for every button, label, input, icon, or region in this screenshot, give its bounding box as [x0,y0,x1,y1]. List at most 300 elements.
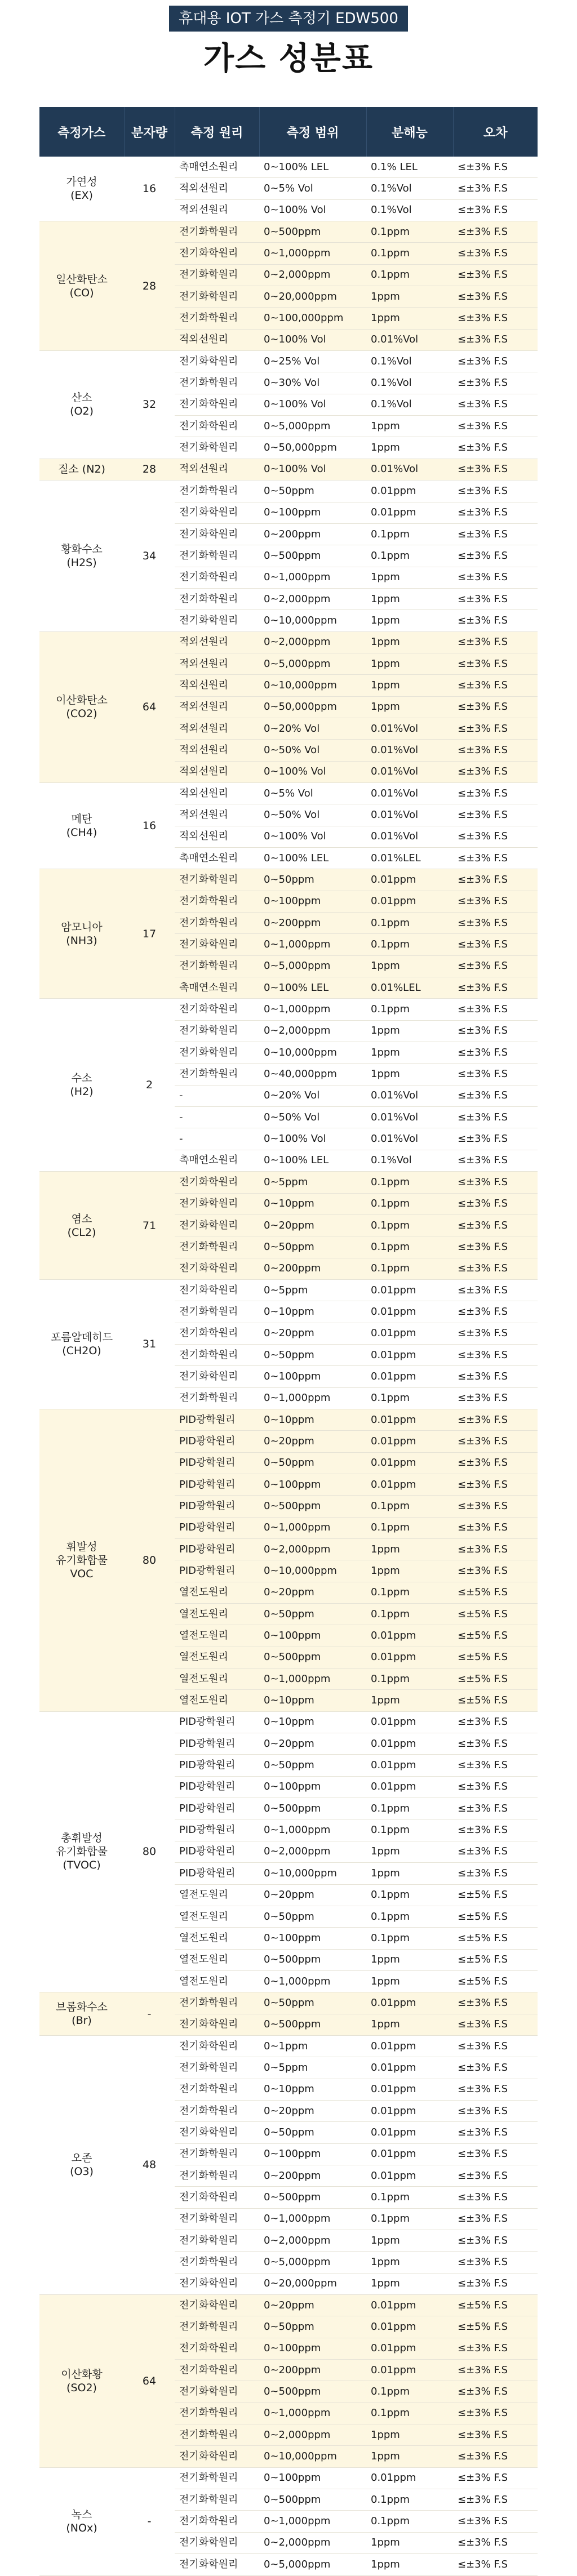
error-cell: ≤±3% F.S [453,1539,538,1560]
resolution-cell: 1ppm [366,675,453,696]
principle-cell: 열전도원리 [175,1906,259,1927]
resolution-cell: 0.1ppm [366,1517,453,1538]
error-cell: ≤±5% F.S [453,1928,538,1949]
product-badge: 휴대용 IOT 가스 측정기 EDW500 [169,6,408,32]
resolution-cell: 0.01ppm [366,2165,453,2186]
resolution-cell: 1ppm [366,1949,453,1970]
gas-group [39,1409,538,1711]
error-cell: ≤±3% F.S [453,308,538,329]
gas-group [39,2295,538,2468]
error-cell: ≤±3% F.S [453,1452,538,1474]
error-cell: ≤±5% F.S [453,1949,538,1970]
error-cell: ≤±3% F.S [453,1517,538,1538]
page-title: 가스 성분표 [203,41,374,77]
table-row [39,2295,538,2316]
molecular-weight-cell: 48 [124,2035,175,2294]
range-cell: 0~5,000ppm [259,416,366,437]
gas-spec-table [39,107,538,2576]
resolution-cell: 0.01ppm [366,1344,453,1365]
resolution-cell: 0.1ppm [366,913,453,934]
range-cell: 0~100% LEL [259,1150,366,1171]
error-cell: ≤±3% F.S [453,1323,538,1344]
resolution-cell: 0.1ppm [366,1214,453,1236]
principle-cell: 열전도원리 [175,1582,259,1603]
resolution-cell: 1ppm [366,631,453,653]
resolution-cell: 0.01ppm [366,2338,453,2359]
table-row [39,2467,538,2489]
principle-cell: 전기화학원리 [175,1020,259,1042]
principle-cell: 열전도원리 [175,1604,259,1625]
resolution-cell: 1ppm [366,1560,453,1582]
error-cell: ≤±3% F.S [453,2554,538,2575]
principle-cell: 전기화학원리 [175,2403,259,2424]
table-row [39,631,538,653]
principle-cell: 촉매연소원리 [175,1150,259,1171]
resolution-cell: 0.1ppm [366,1884,453,1906]
error-cell: ≤±5% F.S [453,1690,538,1711]
principle-cell: 전기화학원리 [175,308,259,329]
error-cell: ≤±3% F.S [453,696,538,718]
range-cell: 0~100% LEL [259,848,366,869]
range-cell: 0~500ppm [259,2187,366,2208]
resolution-cell: 0.01ppm [366,1711,453,1733]
error-cell: ≤±3% F.S [453,1193,538,1214]
principle-cell: PID광학원리 [175,1517,259,1538]
resolution-cell: 0.1% LEL [366,157,453,178]
range-cell: 0~1,000ppm [259,1669,366,1690]
principle-cell: PID광학원리 [175,1755,259,1776]
molecular-weight-cell: 80 [124,1711,175,1992]
resolution-cell: 0.01%Vol [366,782,453,804]
resolution-cell: 0.01%Vol [366,740,453,761]
principle-cell: 전기화학원리 [175,2360,259,2381]
range-cell: 0~50ppm [259,869,366,891]
range-cell: 0~100,000ppm [259,308,366,329]
range-cell: 0~50,000ppm [259,437,366,459]
resolution-cell: 0.1%Vol [366,394,453,415]
range-cell: 0~20ppm [259,1884,366,1906]
resolution-cell: 0.01ppm [366,1733,453,1755]
table-header-row [39,107,538,157]
resolution-cell: 0.01%Vol [366,804,453,826]
principle-cell: 적외선원리 [175,740,259,761]
gas-group [39,1992,538,2036]
range-cell: 0~100ppm [259,2338,366,2359]
error-cell: ≤±3% F.S [453,1711,538,1733]
principle-cell: 전기화학원리 [175,416,259,437]
header-molecular-weight: 분자량 [124,107,175,157]
error-cell: ≤±3% F.S [453,1301,538,1323]
principle-cell: PID광학원리 [175,1431,259,1452]
resolution-cell: 1ppm [366,610,453,631]
error-cell: ≤±3% F.S [453,913,538,934]
range-cell: 0~10,000ppm [259,2446,366,2467]
range-cell: 0~1,000ppm [259,999,366,1020]
resolution-cell: 0.1ppm [366,523,453,545]
resolution-cell: 0.1%Vol [366,1150,453,1171]
range-cell: 0~20ppm [259,2295,366,2316]
range-cell: 0~10,000ppm [259,1560,366,1582]
header-principle: 측정 원리 [175,107,259,157]
range-cell: 0~1,000ppm [259,567,366,588]
principle-cell: 전기화학원리 [175,2165,259,2186]
resolution-cell: 0.1ppm [366,545,453,567]
principle-cell: PID광학원리 [175,1798,259,1819]
principle-cell: 전기화학원리 [175,545,259,567]
gas-group [39,782,538,869]
principle-cell: PID광학원리 [175,1474,259,1495]
gas-group [39,2467,538,2575]
table-row [39,782,538,804]
error-cell: ≤±5% F.S [453,2295,538,2316]
principle-cell: PID광학원리 [175,1539,259,1560]
range-cell: 0~20% Vol [259,1085,366,1106]
error-cell: ≤±3% F.S [453,2035,538,2057]
gas-name-cell: 질소 (N2) [39,459,124,480]
error-cell: ≤±3% F.S [453,2273,538,2294]
error-cell: ≤±3% F.S [453,1279,538,1301]
error-cell: ≤±3% F.S [453,2467,538,2489]
principle-cell: 전기화학원리 [175,1323,259,1344]
error-cell: ≤±3% F.S [453,740,538,761]
range-cell: 0~10ppm [259,2079,366,2100]
resolution-cell: 1ppm [366,1970,453,1992]
resolution-cell: 0.1ppm [366,1193,453,1214]
principle-cell: 적외선원리 [175,696,259,718]
range-cell: 0~10ppm [259,1690,366,1711]
resolution-cell: 0.01ppm [366,502,453,523]
error-cell: ≤±3% F.S [453,1085,538,1106]
range-cell: 0~1ppm [259,2035,366,2057]
error-cell: ≤±3% F.S [453,1409,538,1430]
molecular-weight-cell: 71 [124,1172,175,1280]
resolution-cell: 1ppm [366,588,453,609]
error-cell: ≤±5% F.S [453,1604,538,1625]
resolution-cell: 0.1ppm [366,1258,453,1279]
principle-cell: 적외선원리 [175,178,259,199]
gas-name-cell: 총휘발성 유기화합물 (TVOC) [39,1711,124,1992]
error-cell: ≤±5% F.S [453,1906,538,1927]
range-cell: 0~25% Vol [259,351,366,372]
principle-cell: PID광학원리 [175,1841,259,1862]
resolution-cell: 0.01ppm [366,2360,453,2381]
principle-cell: 적외선원리 [175,782,259,804]
error-cell: ≤±3% F.S [453,2338,538,2359]
range-cell: 0~2,000ppm [259,2230,366,2252]
principle-cell: 전기화학원리 [175,1992,259,2014]
error-cell: ≤±5% F.S [453,1970,538,1992]
principle-cell: PID광학원리 [175,1863,259,1884]
resolution-cell: 1ppm [366,2014,453,2035]
resolution-cell: 0.01ppm [366,1301,453,1323]
error-cell: ≤±3% F.S [453,243,538,264]
principle-cell: 전기화학원리 [175,2424,259,2446]
resolution-cell: 1ppm [366,567,453,588]
principle-cell: 전기화학원리 [175,1366,259,1387]
molecular-weight-cell: 28 [124,459,175,480]
range-cell: 0~500ppm [259,2014,366,2035]
error-cell: ≤±3% F.S [453,199,538,221]
resolution-cell: 1ppm [366,1064,453,1085]
error-cell: ≤±3% F.S [453,631,538,653]
range-cell: 0~2,000ppm [259,1841,366,1862]
principle-cell: PID광학원리 [175,1452,259,1474]
table-row [39,869,538,891]
error-cell: ≤±3% F.S [453,2360,538,2381]
principle-cell: PID광학원리 [175,1560,259,1582]
resolution-cell: 0.01ppm [366,2057,453,2079]
table-row [39,1711,538,1733]
principle-cell: 전기화학원리 [175,1258,259,1279]
gas-name-cell: 메탄 (CH4) [39,782,124,869]
error-cell: ≤±3% F.S [453,1214,538,1236]
range-cell: 0~50ppm [259,2122,366,2143]
principle-cell: 전기화학원리 [175,588,259,609]
resolution-cell: 1ppm [366,1863,453,1884]
error-cell: ≤±3% F.S [453,1258,538,1279]
error-cell: ≤±3% F.S [453,2208,538,2230]
error-cell: ≤±3% F.S [453,2532,538,2553]
range-cell: 0~2,000ppm [259,1539,366,1560]
principle-cell: 적외선원리 [175,761,259,782]
error-cell: ≤±3% F.S [453,718,538,739]
resolution-cell: 0.1ppm [366,1604,453,1625]
error-cell: ≤±3% F.S [453,178,538,199]
resolution-cell: 0.01ppm [366,1625,453,1647]
error-cell: ≤±3% F.S [453,2446,538,2467]
error-cell: ≤±3% F.S [453,1107,538,1128]
principle-cell: 전기화학원리 [175,913,259,934]
error-cell: ≤±3% F.S [453,264,538,286]
principle-cell: 촉매연소원리 [175,848,259,869]
error-cell: ≤±3% F.S [453,351,538,372]
range-cell: 0~50ppm [259,1755,366,1776]
principle-cell: 전기화학원리 [175,1214,259,1236]
resolution-cell: 0.1ppm [366,2403,453,2424]
resolution-cell: 0.01ppm [366,2467,453,2489]
error-cell: ≤±3% F.S [453,459,538,480]
principle-cell: 전기화학원리 [175,2511,259,2532]
principle-cell: 전기화학원리 [175,2252,259,2273]
range-cell: 0~20,000ppm [259,286,366,308]
principle-cell: 전기화학원리 [175,1064,259,1085]
gas-name-cell: 녹스 (NOx) [39,2467,124,2575]
principle-cell: 전기화학원리 [175,2230,259,2252]
resolution-cell: 0.1ppm [366,1928,453,1949]
principle-cell: 적외선원리 [175,675,259,696]
error-cell: ≤±3% F.S [453,2381,538,2403]
resolution-cell: 1ppm [366,2252,453,2273]
error-cell: ≤±3% F.S [453,848,538,869]
molecular-weight-cell: 80 [124,1409,175,1711]
gas-group [39,157,538,221]
error-cell: ≤±3% F.S [453,869,538,891]
page-header [0,0,577,84]
range-cell: 0~10ppm [259,1409,366,1430]
error-cell: ≤±3% F.S [453,2122,538,2143]
principle-cell: 전기화학원리 [175,934,259,955]
gas-name-cell: 이산화탄소 (CO2) [39,631,124,782]
resolution-cell: 0.1ppm [366,1906,453,1927]
resolution-cell: 0.01ppm [366,1366,453,1387]
range-cell: 0~100ppm [259,1776,366,1798]
molecular-weight-cell: 64 [124,2295,175,2468]
range-cell: 0~100ppm [259,1474,366,1495]
range-cell: 0~100% Vol [259,1128,366,1150]
principle-cell: 전기화학원리 [175,1301,259,1323]
molecular-weight-cell: - [124,2467,175,2575]
resolution-cell: 0.1ppm [366,264,453,286]
resolution-cell: 0.01ppm [366,481,453,502]
range-cell: 0~100% Vol [259,826,366,847]
range-cell: 0~100ppm [259,1928,366,1949]
range-cell: 0~1,000ppm [259,1517,366,1538]
range-cell: 0~1,000ppm [259,1970,366,1992]
molecular-weight-cell: 64 [124,631,175,782]
gas-name-cell: 휘발성 유기화합물 VOC [39,1409,124,1711]
principle-cell: 전기화학원리 [175,221,259,243]
resolution-cell: 1ppm [366,1841,453,1862]
principle-cell: 전기화학원리 [175,523,259,545]
table-row [39,459,538,480]
gas-group [39,1172,538,1280]
resolution-cell: 0.01%Vol [366,459,453,480]
resolution-cell: 1ppm [366,1020,453,1042]
resolution-cell: 0.1ppm [366,1819,453,1841]
error-cell: ≤±3% F.S [453,610,538,631]
gas-group [39,351,538,459]
error-cell: ≤±3% F.S [453,372,538,394]
error-cell: ≤±3% F.S [453,2187,538,2208]
resolution-cell: 0.01ppm [366,2143,453,2165]
principle-cell: 전기화학원리 [175,2014,259,2035]
gas-spec-table-wrap [39,107,538,2576]
range-cell: 0~100% Vol [259,394,366,415]
gas-group [39,1279,538,1409]
resolution-cell: 0.01%Vol [366,826,453,847]
principle-cell: - [175,1085,259,1106]
gas-group [39,2035,538,2294]
principle-cell: PID광학원리 [175,1711,259,1733]
range-cell: 0~10,000ppm [259,1863,366,1884]
error-cell: ≤±3% F.S [453,934,538,955]
principle-cell: 촉매연소원리 [175,977,259,999]
gas-name-cell: 암모니아 (NH3) [39,869,124,999]
table-row [39,481,538,502]
principle-cell: 전기화학원리 [175,1387,259,1409]
range-cell: 0~2,000ppm [259,631,366,653]
resolution-cell: 0.1ppm [366,1387,453,1409]
resolution-cell: 0.1ppm [366,1798,453,1819]
resolution-cell: 0.01ppm [366,1409,453,1430]
resolution-cell: 0.1ppm [366,1582,453,1603]
error-cell: ≤±5% F.S [453,1647,538,1668]
resolution-cell: 0.1ppm [366,221,453,243]
range-cell: 0~1,000ppm [259,2511,366,2532]
range-cell: 0~100% LEL [259,977,366,999]
error-cell: ≤±3% F.S [453,1172,538,1193]
principle-cell: 전기화학원리 [175,437,259,459]
resolution-cell: 0.1%Vol [366,178,453,199]
error-cell: ≤±3% F.S [453,1344,538,1365]
error-cell: ≤±3% F.S [453,761,538,782]
error-cell: ≤±3% F.S [453,1474,538,1495]
table-row [39,1409,538,1430]
error-cell: ≤±3% F.S [453,826,538,847]
principle-cell: 열전도원리 [175,1690,259,1711]
table-row [39,2035,538,2057]
principle-cell: 전기화학원리 [175,2079,259,2100]
error-cell: ≤±3% F.S [453,782,538,804]
range-cell: 0~10,000ppm [259,675,366,696]
gas-group [39,1711,538,1992]
principle-cell: 전기화학원리 [175,2467,259,2489]
gas-name-cell: 산소 (O2) [39,351,124,459]
range-cell: 0~20ppm [259,1214,366,1236]
range-cell: 0~20ppm [259,1733,366,1755]
error-cell: ≤±3% F.S [453,221,538,243]
principle-cell: 열전도원리 [175,1949,259,1970]
error-cell: ≤±3% F.S [453,394,538,415]
resolution-cell: 0.1%Vol [366,372,453,394]
principle-cell: - [175,1128,259,1150]
principle-cell: 전기화학원리 [175,2532,259,2553]
principle-cell: 전기화학원리 [175,2100,259,2121]
range-cell: 0~2,000ppm [259,2424,366,2446]
principle-cell: 전기화학원리 [175,610,259,631]
principle-cell: 전기화학원리 [175,2554,259,2575]
error-cell: ≤±3% F.S [453,2100,538,2121]
principle-cell: 전기화학원리 [175,999,259,1020]
header-range: 측정 범위 [259,107,366,157]
molecular-weight-cell: 17 [124,869,175,999]
principle-cell: 전기화학원리 [175,372,259,394]
range-cell: 0~100ppm [259,502,366,523]
error-cell: ≤±3% F.S [453,1819,538,1841]
error-cell: ≤±3% F.S [453,1733,538,1755]
principle-cell: 전기화학원리 [175,502,259,523]
range-cell: 0~2,000ppm [259,264,366,286]
error-cell: ≤±3% F.S [453,2403,538,2424]
range-cell: 0~5% Vol [259,178,366,199]
error-cell: ≤±3% F.S [453,1841,538,1862]
principle-cell: 적외선원리 [175,329,259,350]
range-cell: 0~50ppm [259,1992,366,2014]
principle-cell: 적외선원리 [175,631,259,653]
resolution-cell: 0.01ppm [366,1992,453,2014]
error-cell: ≤±3% F.S [453,523,538,545]
gas-name-cell: 이산화황 (SO2) [39,2295,124,2468]
range-cell: 0~5,000ppm [259,2554,366,2575]
resolution-cell: 0.01%Vol [366,1107,453,1128]
range-cell: 0~500ppm [259,1949,366,1970]
error-cell: ≤±3% F.S [453,329,538,350]
header-resolution: 분해능 [366,107,453,157]
resolution-cell: 0.1ppm [366,1496,453,1517]
range-cell: 0~500ppm [259,545,366,567]
principle-cell: 전기화학원리 [175,1042,259,1064]
principle-cell: 전기화학원리 [175,869,259,891]
error-cell: ≤±3% F.S [453,1992,538,2014]
principle-cell: 전기화학원리 [175,2122,259,2143]
resolution-cell: 0.1%Vol [366,199,453,221]
resolution-cell: 1ppm [366,1690,453,1711]
table-row [39,1992,538,2014]
resolution-cell: 1ppm [366,2554,453,2575]
principle-cell: 전기화학원리 [175,2446,259,2467]
table-row [39,1172,538,1193]
resolution-cell: 1ppm [366,1042,453,1064]
